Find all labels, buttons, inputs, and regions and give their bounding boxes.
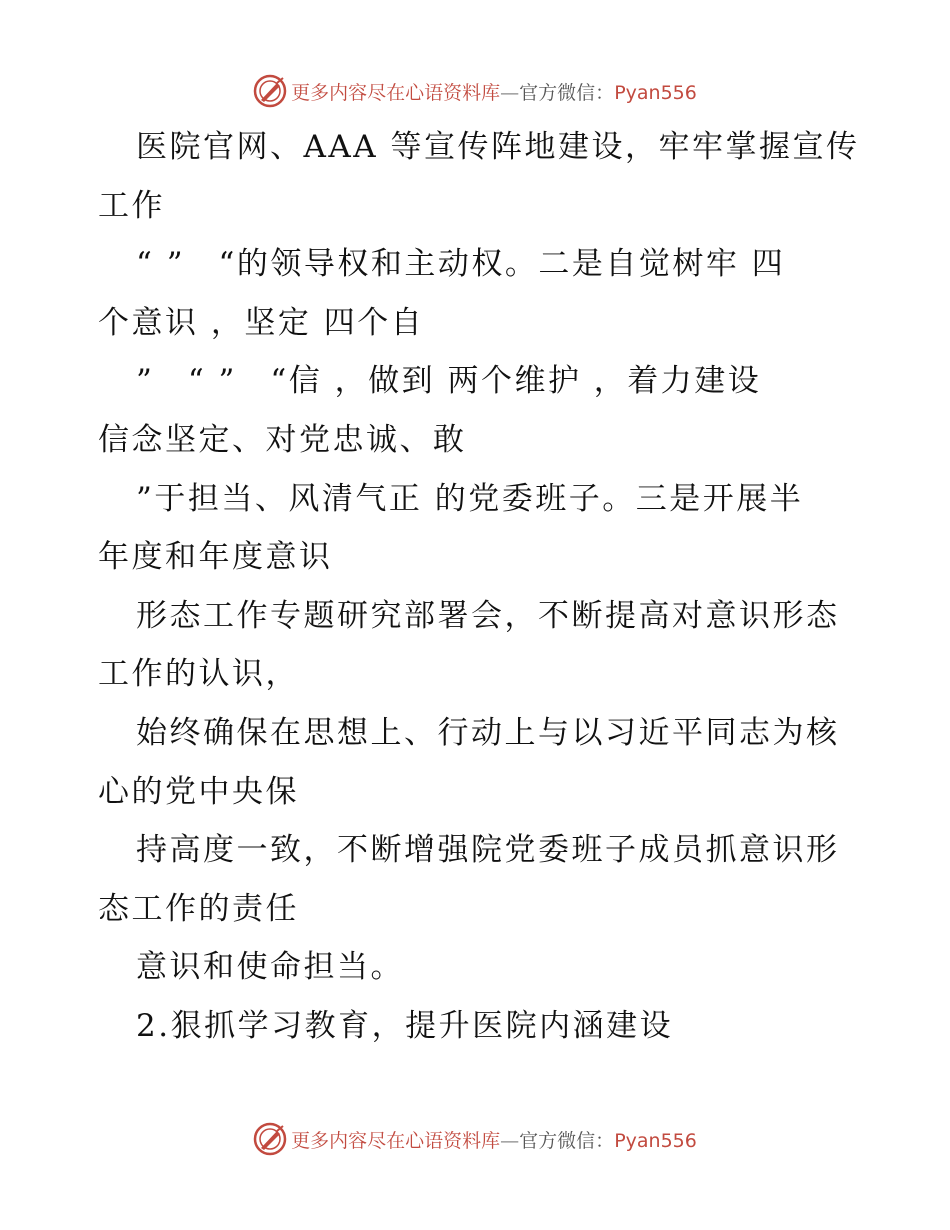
watermark-text [291, 78, 697, 105]
text-line: 医院官网、AAA 等宣传阵地建设，牢牢掌握宣传 [136, 129, 860, 165]
text-line: 心的党中央保 [98, 773, 299, 810]
watermark-wechat-label: 官方微信： [519, 1129, 615, 1152]
text-line: ” “ ” “信 ，做到 两个维护 ，着力建设 [136, 363, 762, 400]
text-line: 工作 [98, 187, 165, 224]
text-line: 个意识 ，坚定 四个自 [98, 304, 425, 341]
document-body [98, 118, 888, 1056]
quill-logo-icon [253, 74, 287, 108]
text-line: 意识和使命担当。 [136, 949, 404, 986]
text-line: 年度和年度意识 [98, 539, 333, 576]
text-line: “ ” “的领导权和主动权。二是自觉树牢 四 [136, 246, 786, 283]
watermark-wechat-id: Pyan556 [614, 1129, 697, 1152]
watermark-site: 更多内容尽在心语资料库 [291, 81, 501, 104]
header-watermark [0, 74, 950, 108]
text-line: 态工作的责任 [98, 890, 299, 927]
text-line: 始终确保在思想上、行动上与以习近平同志为核 [136, 714, 840, 751]
watermark-wechat-id: Pyan556 [614, 81, 697, 104]
text-line: 形态工作专题研究部署会，不断提高对意识形态 [136, 597, 840, 634]
text-line: 工作的认识， [98, 656, 299, 693]
watermark-dash: — [500, 81, 520, 104]
watermark-wechat-label: 官方微信： [519, 81, 615, 104]
footer-watermark [0, 1122, 950, 1156]
text-line: ”于担当、风清气正 的党委班子。三是开展半 [136, 480, 804, 517]
watermark-text [291, 1126, 697, 1153]
text-line: 信念坚定、对党忠诚、敢 [98, 421, 467, 458]
quill-logo-icon [253, 1122, 287, 1156]
watermark-dash: — [500, 1129, 520, 1152]
section-heading: 2.狠抓学习教育，提升医院内涵建设 [136, 1007, 674, 1044]
text-line: 持高度一致，不断增强院党委班子成员抓意识形 [136, 832, 840, 869]
watermark-site: 更多内容尽在心语资料库 [291, 1129, 501, 1152]
